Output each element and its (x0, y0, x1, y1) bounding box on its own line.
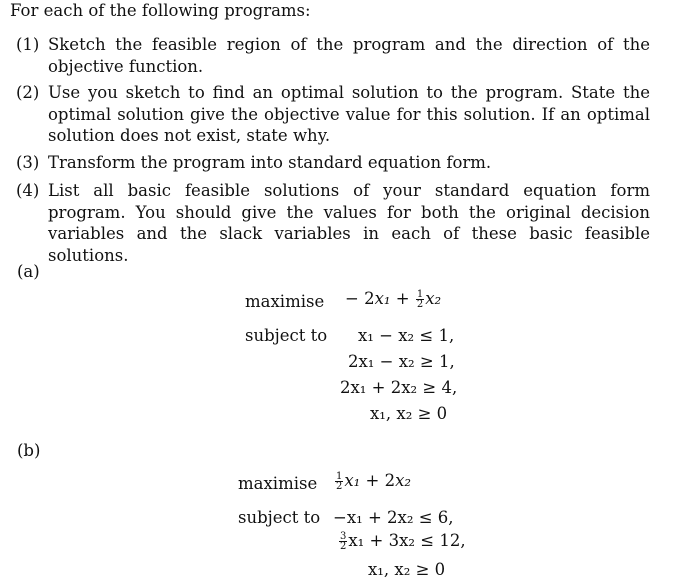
part-a-maximise-label: maximise (245, 292, 325, 311)
part-b-obj-fraction: $\frac{1}{2}$ (336, 471, 343, 492)
part-b-c2-rest: x₁ + 3x₂ ≤ 12, (348, 531, 466, 550)
part-b-maximise-label: maximise (238, 474, 318, 493)
part-a-obj-x2: x₂ (425, 289, 442, 308)
part-b-constraint-3: x₁, x₂ ≥ 0 (368, 560, 446, 579)
task-number-2: (2) (16, 83, 40, 102)
part-b-c2-fraction: $\frac{3}{2}$ (340, 531, 347, 552)
part-a-constraint-1: x₁ − x₂ ≤ 1, (358, 326, 455, 345)
part-b-label: (b) (17, 441, 41, 460)
part-a-obj-x1: x₁ (374, 289, 391, 308)
task-number-1: (1) (16, 35, 40, 54)
part-a-label: (a) (17, 262, 40, 281)
part-b-objective (334, 471, 411, 491)
task-text-2: Use you sketch to find an optimal solution to the program. State the optimal solution give the objective value for this solution. If an optimal solution does not exist, state why. (48, 83, 650, 145)
part-a-constraint-2: 2x₁ − x₂ ≥ 1, (348, 352, 455, 371)
part-b-obj-x2: x₂ (395, 471, 412, 490)
part-a-constraint-3: 2x₁ + 2x₂ ≥ 4, (340, 378, 458, 397)
part-a-subject-label: subject to (245, 326, 328, 345)
part-b-constraint-1: −x₁ + 2x₂ ≤ 6, (333, 508, 454, 527)
task-number-4: (4) (16, 181, 40, 200)
task-text-3: Transform the program into standard equation form. (48, 153, 492, 172)
part-b-subject-label: subject to (238, 508, 321, 527)
part-a-constraint-4: x₁, x₂ ≥ 0 (370, 404, 448, 423)
part-a-objective (345, 289, 441, 309)
part-a-obj-fraction: $\frac{1}{2}$ (416, 289, 424, 310)
task-number-3: (3) (16, 153, 40, 172)
part-a-obj-plus: + (395, 289, 410, 308)
part-b-obj-plus: + 2 (365, 471, 396, 490)
task-text-1: Sketch the feasible region of the program and the direction of the objective function. (48, 35, 650, 76)
part-b-obj-x1: x₁ (344, 471, 361, 490)
part-b-constraint-2 (338, 531, 466, 551)
part-a-obj-lead: − 2 (345, 289, 375, 308)
intro-text: For each of the following programs: (10, 1, 311, 20)
task-text-4: List all basic feasible solutions of your standard equation form program. You should give the values for both the original decision variables and the slack variables in each of these basic feasible solutions. (48, 181, 650, 265)
